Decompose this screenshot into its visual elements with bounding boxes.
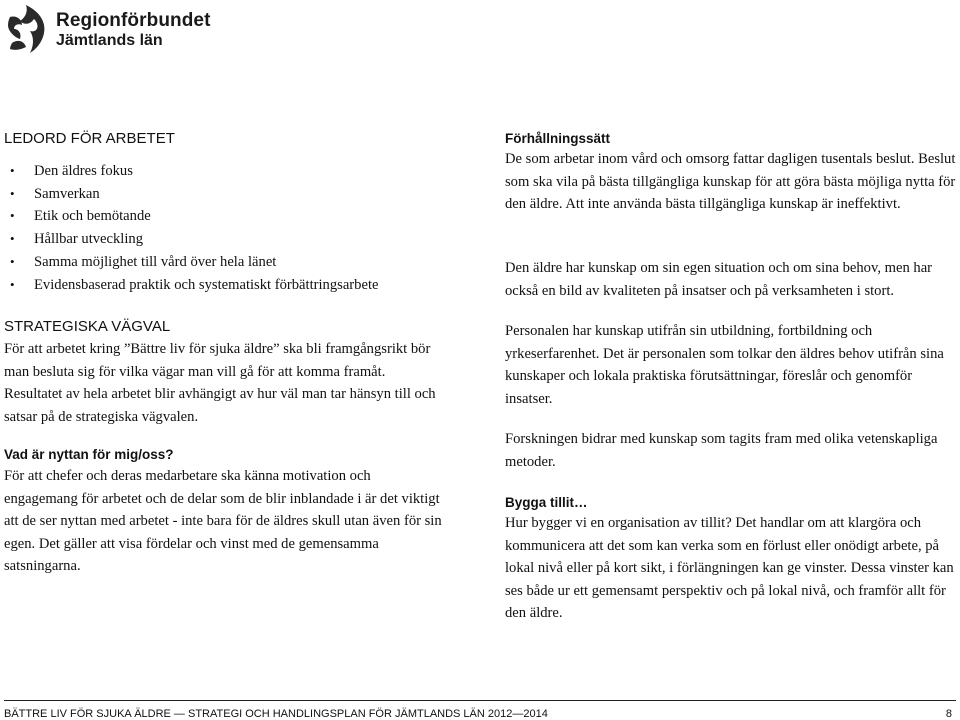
forhallning-paragraph-3: Personalen har kunskap utifrån sin utbildning, fortbildning och yrkeserfarenhet. Det är personalen som tolkar den äldres behov utifrån sina kunskaper och lokala praktiska förutsättningar, föreslår och genomför insatser. bbox=[505, 323, 944, 407]
ledord-list bbox=[4, 160, 444, 296]
footer-title: BÄTTRE LIV FÖR SJUKA ÄLDRE — STRATEGI OCH HANDLINGSPLAN FÖR JÄMTLANDS LÄN 2012—2014 bbox=[4, 708, 548, 720]
logo-text bbox=[56, 10, 211, 51]
list-item: • Samverkan bbox=[4, 183, 444, 206]
forhallning-paragraph-1: De som arbetar inom vård och omsorg fattar dagligen tusentals beslut. Beslut som ska vila på bästa tillgängliga kunskap för att göra bästa möjliga nytta för den äldre. Att inte använda bästa tillgängliga kunskap är ineffektivt. bbox=[505, 151, 956, 213]
list-item: • Evidensbaserad praktik och systematiskt förbättringsarbete bbox=[4, 274, 444, 297]
page-number: 8 bbox=[945, 708, 952, 720]
tillit-heading: Bygga tillit… bbox=[505, 495, 588, 510]
list-item: • Etik och bemötande bbox=[4, 205, 444, 228]
tillit-paragraph: Hur bygger vi en organisation av tillit? Det handlar om att klargöra och kommunicera att det som kan verka som en förlust eller onödigt arbete, på lokal nivå eller på kort sikt, i förlängningen kan ge vinster. Dessa vinster kan ses både ur ett gemensamt perspektiv och på lokal nivå, och framför allt för den äldre. bbox=[505, 515, 954, 622]
list-item: • Hållbar utveckling bbox=[4, 228, 444, 251]
regionforbundet-logo-icon bbox=[4, 3, 48, 57]
strategiska-paragraph: För att arbetet kring ”Bättre liv för sjuka äldre” ska bli framgångsrikt bör man besluta sig för vilka vägar man vill gå för att komma framåt. Resultatet av hela arbetet blir avhängigt av hur väl man tar hänsyn till och satsar på de strategiska vägvalen. bbox=[4, 341, 436, 425]
logo bbox=[4, 3, 211, 57]
forhallning-paragraph-2: Den äldre har kunskap om sin egen situation och om sina behov, men har också en bild av kvaliteten på insatser och på verksamheten i stort. bbox=[505, 260, 933, 299]
footer-divider bbox=[4, 700, 956, 701]
nyttan-heading: Vad är nyttan för mig/oss? bbox=[4, 447, 174, 462]
nyttan-paragraph: För att chefer och deras medarbetare ska känna motivation och engagemang för arbetet och de delar som de blir inblandade i är det viktigt att de ser nyttan med arbetet - inte bara för de äldres skull utan även för sin egen. Det gäller att visa fördelar och vinst med de gemensamma satsningarna. bbox=[4, 468, 442, 575]
logo-line-2: Jämtlands län bbox=[56, 31, 163, 49]
forhallning-paragraph-4: Forskningen bidrar med kunskap som tagits fram med olika vetenskapliga metoder. bbox=[505, 431, 938, 470]
list-item: • Samma möjlighet till vård över hela länet bbox=[4, 251, 444, 274]
forhallning-heading: Förhållningssätt bbox=[505, 131, 611, 146]
list-item: • Den äldres fokus bbox=[4, 160, 444, 183]
logo-line-1: Regionförbundet bbox=[56, 9, 211, 31]
strategiska-heading: STRATEGISKA VÄGVAL bbox=[4, 318, 171, 335]
ledord-heading: LEDORD FÖR ARBETET bbox=[4, 130, 175, 147]
